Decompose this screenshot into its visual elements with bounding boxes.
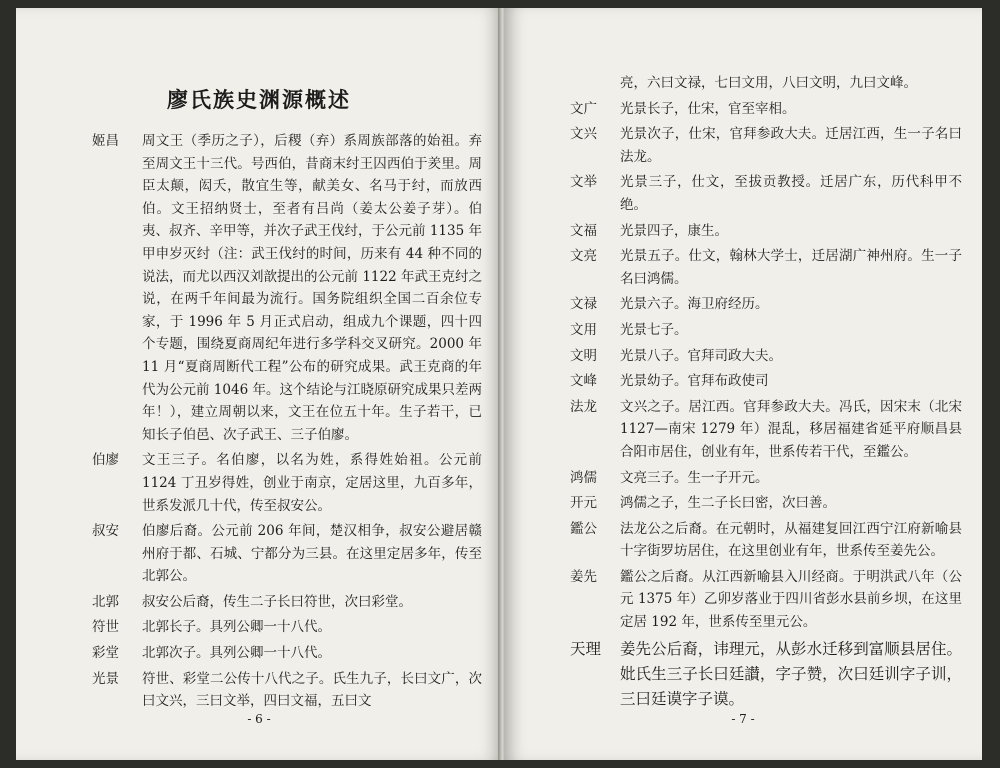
genealogy-entry <box>570 637 962 712</box>
page-title: 廖氏族史渊源概述 <box>167 88 351 112</box>
genealogy-entry <box>570 518 962 563</box>
entry-text: 光景幼子。官拜布政使司 <box>620 373 769 390</box>
entry-name: 北郭 <box>92 593 119 610</box>
right-page <box>504 8 982 760</box>
genealogy-entry <box>570 396 962 464</box>
entry-name: 符世 <box>92 619 119 636</box>
entry-text: 光景次子，仕宋，官拜参政大夫。迁居江西，生一子名曰法龙。 <box>620 126 962 165</box>
page-number-left: - 6 - <box>247 712 271 726</box>
genealogy-entry <box>570 171 962 216</box>
entry-text: 光景七子。 <box>620 321 688 338</box>
entry-name: 鸿儒 <box>570 469 597 486</box>
entry-text: 文兴之子。居江西。官拜参政大夫。冯氏，因宋末（北宋 1127—南宋 1279 年）混乱，移居福建省延平府顺昌县合阳市居住，创业有年，世系传若干代，至鑑公。 <box>620 398 962 460</box>
entry-name: 法龙 <box>570 398 597 415</box>
genealogy-entry <box>570 345 962 368</box>
genealogy-entry <box>92 591 482 614</box>
continuation-text: 亮，六曰文禄，七曰文用，八曰文明，九曰文峰。 <box>620 75 917 91</box>
entry-name: 文举 <box>570 174 597 191</box>
genealogy-entry <box>570 220 962 243</box>
genealogy-entry <box>570 293 962 316</box>
entry-name: 叔安 <box>92 523 119 540</box>
entry-text: 北郭长子。具列公卿一十八代。 <box>142 619 331 636</box>
genealogy-entry <box>92 449 482 517</box>
genealogy-entry <box>92 616 482 639</box>
genealogy-entry <box>570 492 962 515</box>
entry-name: 文福 <box>570 222 597 239</box>
entry-name: 文广 <box>570 100 597 117</box>
entry-name: 天理 <box>570 639 602 658</box>
entry-name: 文禄 <box>570 296 597 313</box>
genealogy-entry <box>570 98 962 121</box>
entry-name: 彩堂 <box>92 645 119 662</box>
entry-text: 光景三子，仕文，至拔贡教授。迁居广东，历代科甲不绝。 <box>620 174 962 213</box>
entry-text: 文亮三子。生一子开元。 <box>620 469 769 486</box>
entry-text: 文王三子。名伯廖，以名为姓，系得姓始祖。公元前 1124 丁丑岁得姓，创业于南京，定居这里，九百多年，世系发派几十代，传至叔安公。 <box>142 452 482 514</box>
entry-text: 光景五子。仕文，翰林大学士，迁居湖广神州府。生一子名曰鸿儒。 <box>620 248 962 287</box>
entry-text: 叔安公后裔，传生二子长曰符世，次曰彩堂。 <box>142 593 412 610</box>
entry-name: 文用 <box>570 321 597 338</box>
genealogy-entry <box>570 123 962 168</box>
entry-text: 姜先公后裔，讳理元，从彭水迁移到富顺县居住。妣氏生三子长曰廷讃，字子赞，次曰廷训字子训，三曰廷谟字子谟。 <box>620 639 962 708</box>
genealogy-entry <box>570 467 962 490</box>
entry-name: 文明 <box>570 347 597 364</box>
left-entry-list <box>92 130 482 713</box>
genealogy-entry <box>92 668 482 713</box>
entry-name: 文兴 <box>570 126 597 143</box>
entry-text: 周文王（季历之子），后稷（弃）系周族部落的始祖。弃至周文王十三代。号西伯，昔商末纣王囚西伯于羑里。周臣太颠，闳夭，散宜生等，献美女、名马于纣，而放西伯。文王招纳贤士，至者有吕尚（姜太公姜子芽）。伯夷、叔齐、辛甲等，并次子武王伐纣，于公元前 1135 年甲申岁灭纣（注：武王伐纣的时间，历来有 44 种不同的说法，而尤以西汉刘歆提出的公元前 1122 年武王克纣之说，在两千年间最为流行。国务院组织全国二百余位专家，于 1996 年 5 月正式启动，组成九个课题，四十四个专题，围绕夏商周纪年进行多学科交叉研究。2000 年 11 月“夏商周断代工程”公布的研究成果。武王克商的年代为公元前 1046 年。这个结论与江晓原研究成果只差两年！），建立周朝以来，文王在位五十年。生子若干，已知长子伯邑、次子武王、三子伯廖。 <box>142 133 482 443</box>
entry-text: 符世、彩堂二公传十八代之子。氏生九子，长曰文广，次曰文兴，三曰文举，四曰文福，五曰文 <box>142 670 482 710</box>
entry-name: 伯廖 <box>92 452 119 469</box>
genealogy-entry <box>570 319 962 342</box>
entry-text: 光景六子。海卫府经历。 <box>620 296 769 313</box>
genealogy-entry <box>92 130 482 446</box>
genealogy-entry <box>570 370 962 393</box>
entry-text: 伯廖后裔。公元前 206 年间，楚汉相争，叔安公避居赣州府于都、石城、宁都分为三县。在这里定居多年，传至北郭公。 <box>142 523 482 585</box>
genealogy-entry <box>92 520 482 588</box>
entry-text: 法龙公之后裔。在元朝时，从福建复回江西宁江府新喻县十字街罗坊居住，在这里创业有年，世系传至姜先公。 <box>620 520 962 560</box>
entry-name: 文峰 <box>570 373 597 390</box>
genealogy-entry <box>92 642 482 665</box>
entry-name: 姬昌 <box>92 133 119 149</box>
entry-name: 鑑公 <box>570 520 597 537</box>
entry-text: 北郭次子。具列公卿一十八代。 <box>142 645 331 662</box>
entry-name: 光景 <box>92 670 119 687</box>
entry-name: 文亮 <box>570 248 597 265</box>
page-number-right: - 7 - <box>731 712 755 726</box>
right-entry-list <box>570 72 962 712</box>
genealogy-entry <box>570 245 962 290</box>
genealogy-entry <box>570 566 962 634</box>
entry-text: 光景八子。官拜司政大夫。 <box>620 347 782 364</box>
entry-text: 光景长子，仕宋，官至宰相。 <box>620 100 796 117</box>
entry-name: 姜先 <box>570 568 597 585</box>
entry-text: 鑑公之后裔。从江西新喻县入川经商。于明洪武八年（公元 1375 年）乙卯岁落业于四川省彭水县前乡坝，在这里定居 192 年，世系传至里元公。 <box>620 568 962 631</box>
left-page <box>16 8 502 760</box>
entry-text: 光景四子，康生。 <box>620 222 728 239</box>
entry-name: 开元 <box>570 495 597 512</box>
entry-text: 鸿儒之子，生二子长曰密，次曰善。 <box>620 495 836 512</box>
